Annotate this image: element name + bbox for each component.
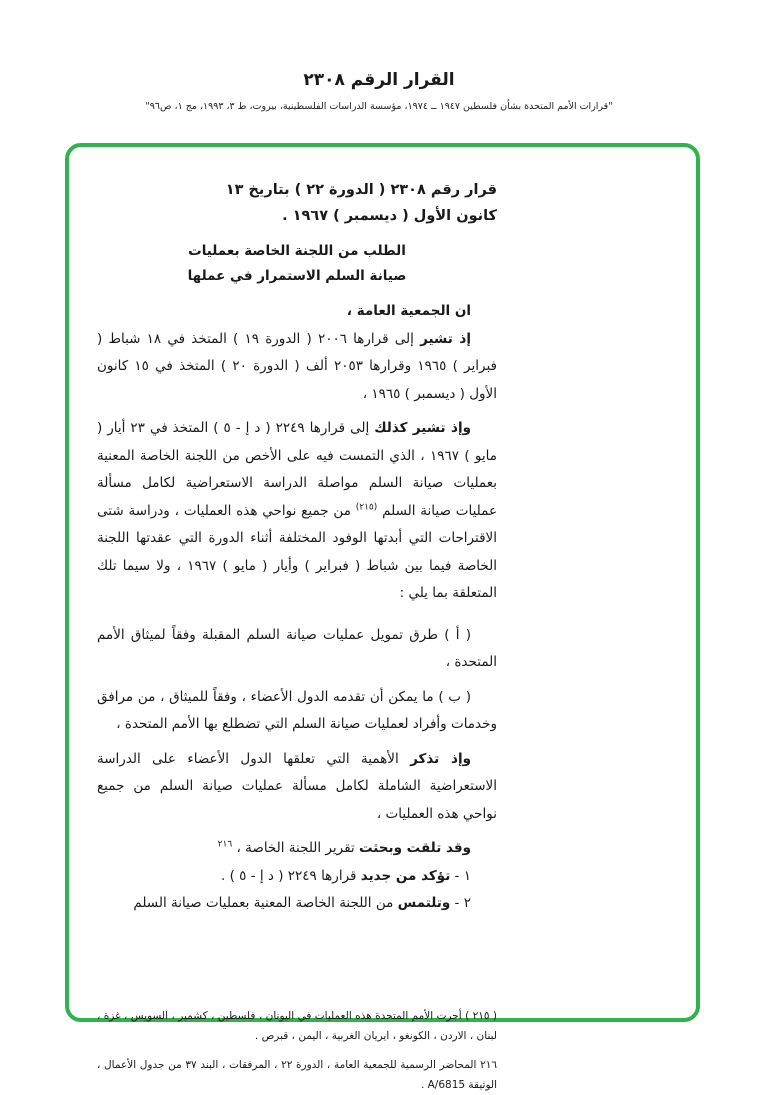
- paragraph-lead: وإذ تشير كذلك: [374, 420, 471, 436]
- paragraph-text: إلى قرارها ٢٢٤٩ ( د إ - ٥ ) المتخذ في ٢٣ أيار ( مايو ) ١٩٦٧ ، الذي التمست فيه على الأخص من اللجنة الخاصة المعنية بعمليات صيانة السلم مواصلة الدراسة الاستعراضية لكامل مسألة عمليات صيانة السلم: [97, 420, 497, 519]
- footnote-text: أجرت الأمم المتحدة هذه العمليات في اليونان ، فلسطين ، كشمير ، السويس ، غزة ، لبنان ، الاردن ، الكونغو ، ايريان الغربية ، اليمن ، قبرص .: [97, 1009, 497, 1042]
- footnote-ref: ٢١٦: [217, 839, 233, 850]
- footnotes-section: [97, 1006, 497, 1095]
- paragraph-recital-2: [97, 415, 497, 608]
- paragraph-lead: وتلتمس: [397, 895, 451, 911]
- paragraph-text: الأهمية التي تعلقها الدول الأعضاء على الدراسة الاستعراضية الشاملة لكامل مسألة عمليات صيانة السلم من جميع نواحي هذه العمليات ،: [97, 750, 497, 822]
- green-border-frame: [65, 143, 700, 1091]
- resolution-body: [97, 177, 498, 1091]
- paragraph-lead: إذ تشير: [420, 330, 471, 347]
- paragraph-lead: ان الجمعية العامة ،: [346, 303, 471, 319]
- page-title: القرار الرقم ٢٣٠٨: [303, 70, 455, 90]
- paragraph-number: ٢ -: [450, 895, 471, 911]
- footnote-ref: (٢١٥): [355, 502, 378, 512]
- source-citation: "قرارات الأمم المتحدة بشأن فلسطين ١٩٤٧ ــ ١٩٧٤، مؤسسة الدراسات الفلسطينية، بيروت، ط ٣، ١٩٩٣، مج ١، ص٩٦": [145, 101, 613, 112]
- resolution-heading: قرار رقم ٢٣٠٨ ( الدورة ٢٢ ) بتاريخ ١٣ كانون الأول ( ديسمبر ) ١٩٦٧ .: [225, 182, 497, 224]
- paragraph-item-a: [97, 622, 497, 677]
- paragraph-text: تقرير اللجنة الخاصة ،: [232, 840, 359, 856]
- paragraph-lead: تؤكد من جديد: [360, 867, 451, 884]
- paragraph-number: ( أ ) طرق تمويل عمليات صيانة السلم المقبلة وفقاً لميثاق الأمم المتحدة ،: [97, 626, 497, 670]
- paragraph-number: ١ -: [450, 867, 471, 884]
- footnote-text: المحاضر الرسمية للجمعية العامة ، الدورة ٢٢ ، المرفقات ، البند ٣٧ من جدول الأعمال ، الوثيقة A/6815 .: [97, 1058, 497, 1091]
- footnote-216: [97, 1055, 497, 1095]
- subtitle-line-2: صيانة السلم الاستمرار في عملها: [187, 268, 407, 284]
- paragraph-recital-3: [97, 746, 497, 829]
- footnote-marker: ٢١٦: [480, 1058, 497, 1071]
- paragraph-operative-1: [97, 863, 497, 891]
- footnote-215: [97, 1006, 497, 1046]
- paragraph-item-b: [97, 684, 497, 739]
- paragraph-text: من جميع نواحي هذه العمليات ، ودراسة شتى الاقتراحات التي أبدتها الوفود المختلفة أثناء الدورة التي عقدتها اللجنة الخاصة فيما بين شباط ( فبراير ) وأيار ( مايو ) ١٩٦٧ ، ولا سيما تلك المتعلقة بما يلي :: [97, 502, 497, 601]
- paragraph-text: قرارها ٢٢٤٩ ( د إ - ٥ ) .: [221, 867, 361, 884]
- paragraph-lead: وإذ تذكر: [410, 750, 471, 767]
- paragraph-opening: [97, 298, 497, 326]
- document-header: [0, 0, 758, 112]
- paragraph-number: ( ب ) ما يمكن أن تقدمه الدول الأعضاء ، وفقاً للميثاق ، من مرافق وخدمات وأفراد لعمليات صيانة السلم التي تضطلع بها الأمم المتحدة ،: [97, 688, 497, 732]
- resolution-subtitle: [97, 239, 497, 289]
- paragraph-lead: وقد تلقت وبحثت: [358, 840, 471, 856]
- paragraph-text: من اللجنة الخاصة المعنية بعمليات صيانة السلم: [133, 895, 398, 911]
- paragraph-recital-4: [97, 835, 497, 863]
- subtitle-line-1: الطلب من اللجنة الخاصة بعمليات: [188, 243, 406, 259]
- paragraph-operative-2: [97, 890, 497, 918]
- paragraph-text: إلى قرارها ٢٠٠٦ ( الدورة ١٩ ) المتخذ في ١٨ شباط ( فبراير ) ١٩٦٥ وقرارها ٢٠٥٣ ألف ( الدورة ٢٠ ) المتخذ في ١٥ كانون الأول ( ديسمبر ) ١٩٦٥ ،: [97, 330, 497, 402]
- footnote-marker: ( ٢١٥ ): [465, 1009, 498, 1022]
- paragraph-recital-1: [97, 326, 497, 409]
